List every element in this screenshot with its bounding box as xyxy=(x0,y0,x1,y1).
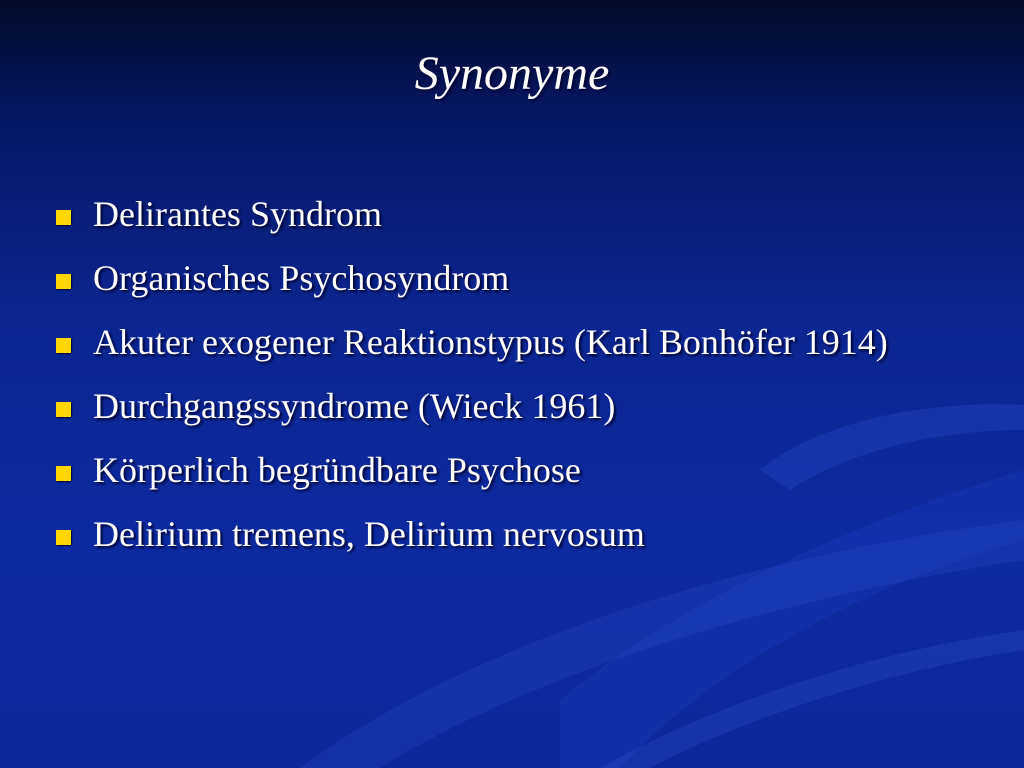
bullet-text: Durchgangssyndrome (Wieck 1961) xyxy=(93,386,616,426)
bullet-list xyxy=(56,192,976,576)
bullet-text: Akuter exogener Reaktionstypus (Karl Bonhöfer 1914) xyxy=(93,322,888,362)
list-item xyxy=(56,384,976,428)
list-item xyxy=(56,320,976,364)
list-item xyxy=(56,512,976,556)
square-bullet-icon xyxy=(56,466,71,481)
bullet-text: Organisches Psychosyndrom xyxy=(93,258,510,298)
bullet-text: Körperlich begründbare Psychose xyxy=(93,450,581,490)
square-bullet-icon xyxy=(56,274,71,289)
bullet-text: Delirium tremens, Delirium nervosum xyxy=(93,514,645,554)
list-item xyxy=(56,192,976,236)
bullet-text: Delirantes Syndrom xyxy=(93,194,382,234)
list-item xyxy=(56,256,976,300)
square-bullet-icon xyxy=(56,210,71,225)
list-item xyxy=(56,448,976,492)
square-bullet-icon xyxy=(56,338,71,353)
slide-title: Synonyme xyxy=(414,47,610,100)
square-bullet-icon xyxy=(56,530,71,545)
square-bullet-icon xyxy=(56,402,71,417)
